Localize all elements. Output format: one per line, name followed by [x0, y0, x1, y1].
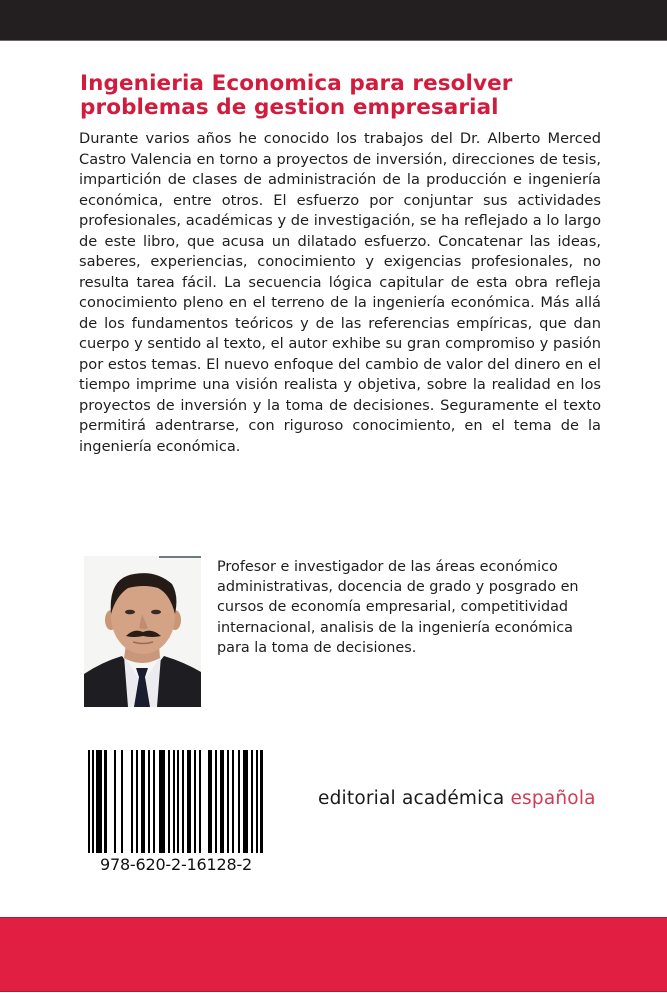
author-bio-line: administrativas, docencia de grado y posgrado en [217, 579, 579, 596]
author-bio-line: para la toma de decisiones. [217, 639, 417, 656]
author-bio-line: internacional, analisis de la ingeniería económica [217, 619, 573, 636]
author-photo [84, 556, 201, 707]
publisher-name-main: editorial académica [318, 788, 511, 809]
isbn-number: 978-620-2-16128-2 [99, 855, 253, 874]
author-bio [217, 557, 637, 658]
top-bar [0, 0, 667, 41]
book-blurb: Durante varios años he conocido los trabajos del Dr. Alberto Merced Castro Valencia en torno a proyectos de inversión, direcciones de tesis, impartición de clases de administración de la producción e ingeniería económica, entre otros. El esfuerzo por conjuntar sus actividades profesionales, académicas y de investigación, se ha reflejado a lo largo de este libro, que acusa un dilatado esfuerzo. Concatenar las ideas, saberes, experiencias, conocimiento y exigencias profesionales, no resulta tarea fácil. La secuencia lógica capitular de esta obra refleja conocimiento pleno en el terreno de la ingeniería económica. Más allá de los fundamentos teóricos y de las referencias empíricas, que dan cuerpo y sentido al texto, el autor exhibe su gran compromiso y pasión por estos temas. El nuevo enfoque del cambio de valor del dinero en el tiempo imprime una visión realista y objetiva, sobre la realidad en los proyectos de inversión y la toma de decisiones. Seguramente el texto permitirá adentrarse, con riguroso conocimiento, en el tema de la ingeniería económica. [79, 130, 601, 455]
author-bio-line: Profesor e investigador de las áreas económico [217, 559, 558, 575]
book-title [80, 72, 620, 120]
book-title-line-2: problemas de gestion empresarial [80, 95, 499, 120]
book-title-line-1: Ingenieria Economica para resolver [80, 71, 513, 96]
bottom-color-band [0, 917, 667, 992]
publisher-name-accent: española [510, 788, 596, 809]
author-bio-line: cursos de economía empresarial, competitividad [217, 599, 569, 616]
isbn-barcode [88, 750, 264, 853]
author-portrait-illustration [84, 556, 201, 707]
barcode-icon [88, 750, 264, 853]
publisher-logo [318, 788, 596, 809]
